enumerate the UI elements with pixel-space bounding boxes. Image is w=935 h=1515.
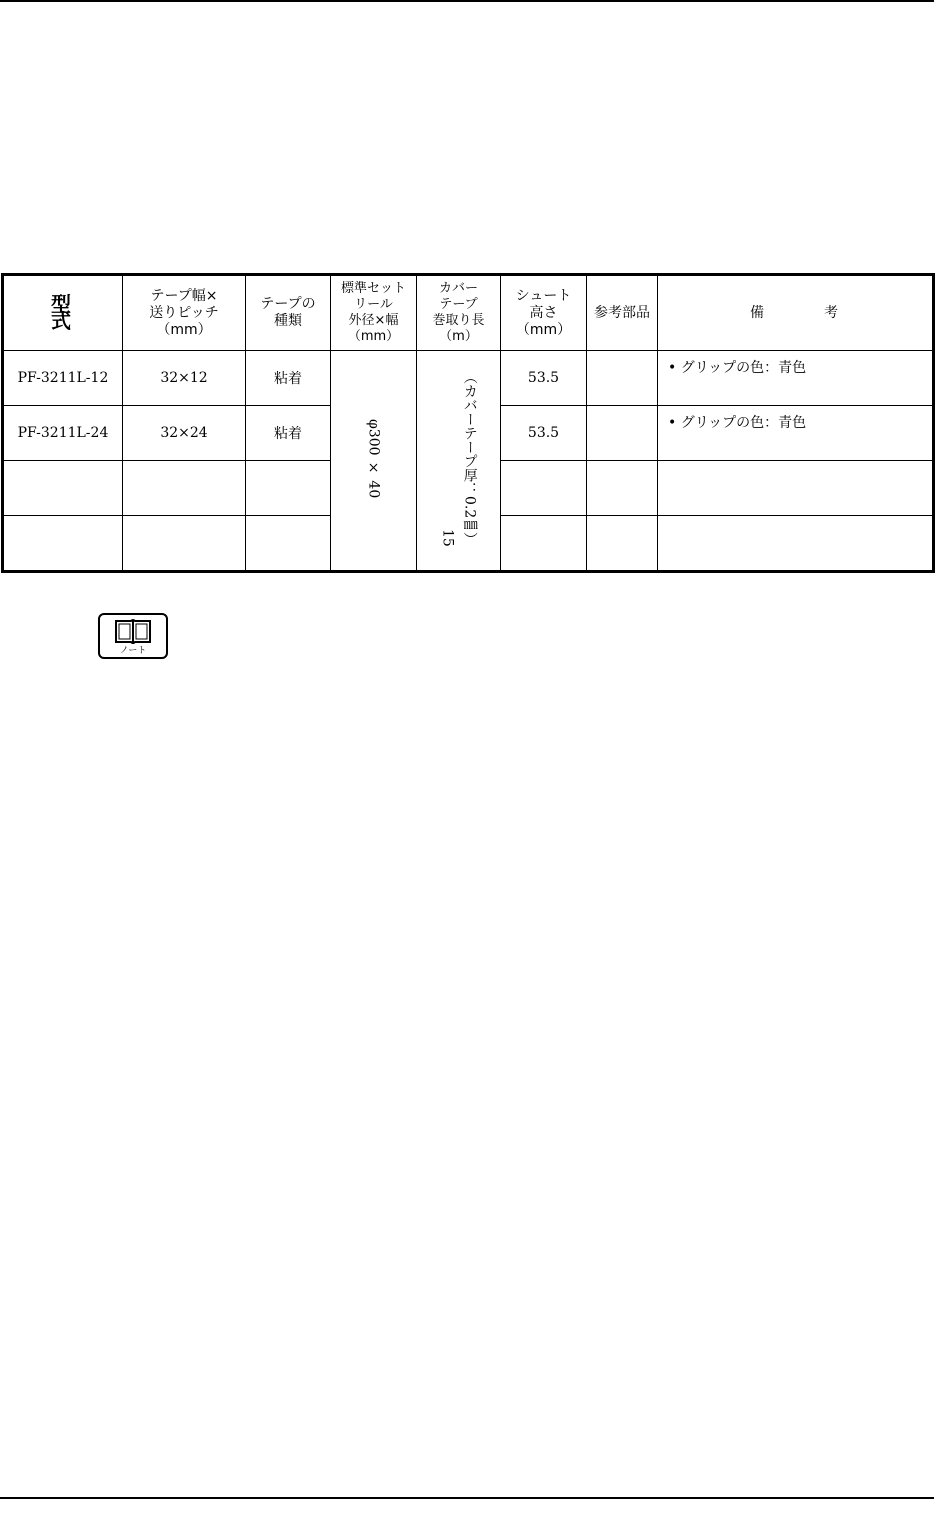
cell-reel-size bbox=[331, 351, 417, 572]
reel-size-text: φ300 × 40 bbox=[365, 418, 382, 499]
cell-cover-length bbox=[417, 351, 501, 572]
cover-length-value: 15 bbox=[439, 528, 456, 547]
cell-tape bbox=[123, 461, 246, 516]
header-cover-line2: テープ bbox=[439, 297, 478, 312]
cell-remark: • グリップの色：青色 bbox=[658, 351, 934, 406]
cell-remark: • グリップの色：青色 bbox=[658, 406, 934, 461]
header-reel-line1: 標準セット bbox=[340, 281, 406, 296]
cell-model bbox=[3, 461, 123, 516]
header-reel bbox=[331, 275, 417, 351]
header-model: 型 式 bbox=[3, 275, 123, 351]
cell-remark bbox=[658, 516, 934, 572]
header-reel-line3: 外径×幅 bbox=[348, 313, 399, 328]
cell-chute bbox=[501, 516, 587, 572]
header-chute-line2: 高さ bbox=[529, 304, 558, 321]
header-tape-type bbox=[246, 275, 331, 351]
cell-model: PF-3211L-24 bbox=[3, 406, 123, 461]
header-reel-line2: リール bbox=[354, 297, 393, 312]
header-remarks: 備考 bbox=[658, 275, 934, 351]
cell-ref bbox=[587, 351, 658, 406]
cell-chute bbox=[501, 461, 587, 516]
cell-type bbox=[246, 516, 331, 572]
cell-ref bbox=[587, 461, 658, 516]
cell-model bbox=[3, 516, 123, 572]
cell-remark bbox=[658, 461, 934, 516]
cover-length-note: （カバーテープ厚：0.2㎜） bbox=[461, 370, 478, 547]
header-tape-type-line1: テープの bbox=[260, 296, 316, 312]
cell-ref bbox=[587, 406, 658, 461]
header-tape-width-line3: （mm） bbox=[156, 321, 212, 338]
header-cover-line4: （m） bbox=[439, 329, 478, 344]
header-tape-width-line1: テープ幅× bbox=[150, 287, 218, 304]
header-reel-line4: （mm） bbox=[347, 329, 400, 344]
spec-table bbox=[1, 273, 935, 573]
header-cover-line3: 巻取り長 bbox=[432, 313, 485, 328]
cell-type: 粘着 bbox=[246, 351, 331, 406]
cell-type bbox=[246, 461, 331, 516]
header-cover-tape bbox=[417, 275, 501, 351]
cell-chute: 53.5 bbox=[501, 406, 587, 461]
header-tape-width-line2: 送りピッチ bbox=[149, 304, 219, 321]
cell-ref bbox=[587, 516, 658, 572]
note-label: ノート bbox=[119, 646, 147, 656]
cell-tape: 32×12 bbox=[123, 351, 246, 406]
note-icon-box bbox=[98, 613, 168, 659]
top-rule bbox=[0, 0, 934, 2]
header-ref-parts: 参考部品 bbox=[587, 275, 658, 351]
cell-tape bbox=[123, 516, 246, 572]
header-tape-type-line2: 種類 bbox=[274, 313, 302, 329]
header-cover-line1: カバー bbox=[438, 281, 478, 296]
table-row bbox=[3, 351, 934, 406]
cell-tape: 32×24 bbox=[123, 406, 246, 461]
header-chute-height bbox=[501, 275, 587, 351]
cell-type: 粘着 bbox=[246, 406, 331, 461]
header-tape-width bbox=[123, 275, 246, 351]
header-chute-line3: （mm） bbox=[515, 321, 572, 338]
book-icon bbox=[114, 618, 152, 646]
header-row bbox=[3, 275, 934, 351]
cell-model: PF-3211L-12 bbox=[3, 351, 123, 406]
header-chute-line1: シュート bbox=[515, 287, 572, 304]
cell-chute: 53.5 bbox=[501, 351, 587, 406]
bottom-rule bbox=[0, 1497, 934, 1499]
